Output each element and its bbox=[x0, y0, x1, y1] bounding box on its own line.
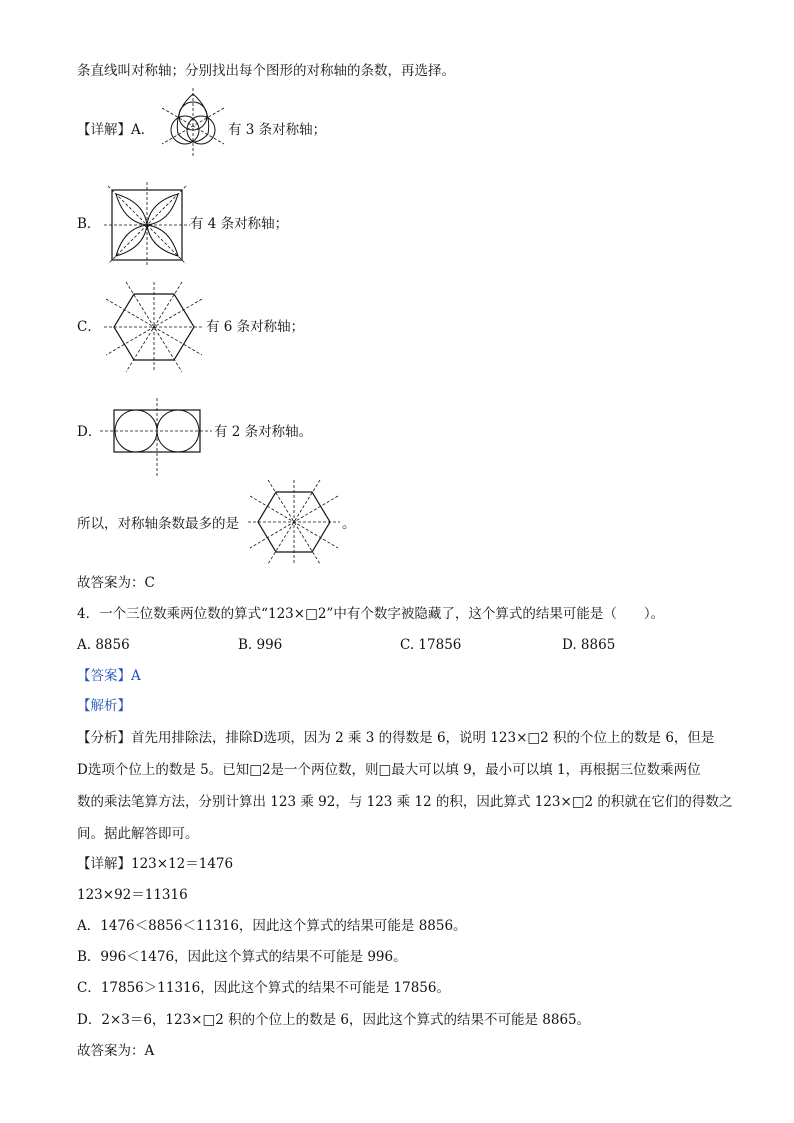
q4-option-d: D. 8865 bbox=[562, 637, 616, 653]
detail-d-prefix: D． bbox=[77, 424, 102, 440]
q4-analysis-line-4: 间。据此解答即可。 bbox=[77, 826, 199, 842]
q4-option-c: C. 17856 bbox=[400, 637, 462, 653]
q4-detail-line-2: 123×92＝11316 bbox=[77, 887, 188, 903]
detail-c-prefix: C． bbox=[77, 319, 101, 335]
conclusion-prefix: 所以，对称轴条数最多的是 bbox=[77, 516, 239, 532]
q4-analysis-line-3: 数的乘法笔算方法，分别计算出 123 乘 92，与 123 乘 12 的积，因此算式 123×□2 的积就在它们的得数之 bbox=[77, 794, 733, 810]
q4-analysis-line-1: 【分析】首先用排除法，排除D选项，因为 2 乘 3 的得数是 6，说明 123×□2 积的个位上的数是 6，但是 bbox=[77, 730, 715, 746]
detail-a-suffix: 有 3 条对称轴； bbox=[228, 122, 327, 138]
q4-analysis-line-2: D选项个位上的数是 5。已知□2是一个两位数，则□最大可以填 9，最小可以填 1，再根据三位数乘两位 bbox=[77, 762, 701, 778]
q4-detail-line-1: 【详解】123×12＝1476 bbox=[77, 856, 234, 872]
detail-b-prefix: B． bbox=[77, 216, 101, 232]
q4-detail-line-4: B．996＜1476，因此这个算式的结果不可能是 996。 bbox=[77, 949, 407, 965]
q4-stem: 4．一个三位数乘两位数的算式“123×□2”中有个数字被隐藏了，这个算式的结果可能是（ ）。 bbox=[77, 606, 665, 622]
figure-conclusion-hexagon bbox=[248, 480, 340, 564]
detail-a-prefix: 【详解】A． bbox=[77, 122, 155, 138]
figure-b-square-petals bbox=[104, 182, 188, 266]
detail-c-suffix: 有 6 条对称轴； bbox=[206, 319, 305, 335]
q4-option-a: A. 8856 bbox=[77, 637, 130, 653]
figure-d-two-circles bbox=[100, 398, 212, 476]
q4-detail-line-3: A．1476＜8856＜11316，因此这个算式的结果可能是 8856。 bbox=[77, 918, 467, 934]
detail-d-suffix: 有 2 条对称轴。 bbox=[214, 424, 313, 440]
conclusion-suffix: 。 bbox=[342, 516, 356, 532]
q4-answer-tag: 【答案】A bbox=[77, 668, 141, 684]
q4-detail-line-6: D．2×3＝6，123×□2 积的个位上的数是 6，因此这个算式的结果不可能是 8865。 bbox=[77, 1012, 591, 1028]
q4-analysis-tag: 【解析】 bbox=[77, 698, 131, 714]
figure-a-three-circles bbox=[160, 88, 226, 158]
detail-b-suffix: 有 4 条对称轴； bbox=[190, 216, 289, 232]
answer-prev: 故答案为：C bbox=[77, 575, 155, 591]
q4-detail-line-5: C．17856＞11316，因此这个算式的结果不可能是 17856。 bbox=[77, 980, 450, 996]
q4-final-answer: 故答案为：A bbox=[77, 1043, 155, 1059]
figure-c-hexagon bbox=[104, 282, 204, 372]
intro-line: 条直线叫对称轴；分别找出每个图形的对称轴的条数，再选择。 bbox=[77, 63, 455, 79]
q4-option-b: B. 996 bbox=[238, 637, 283, 653]
